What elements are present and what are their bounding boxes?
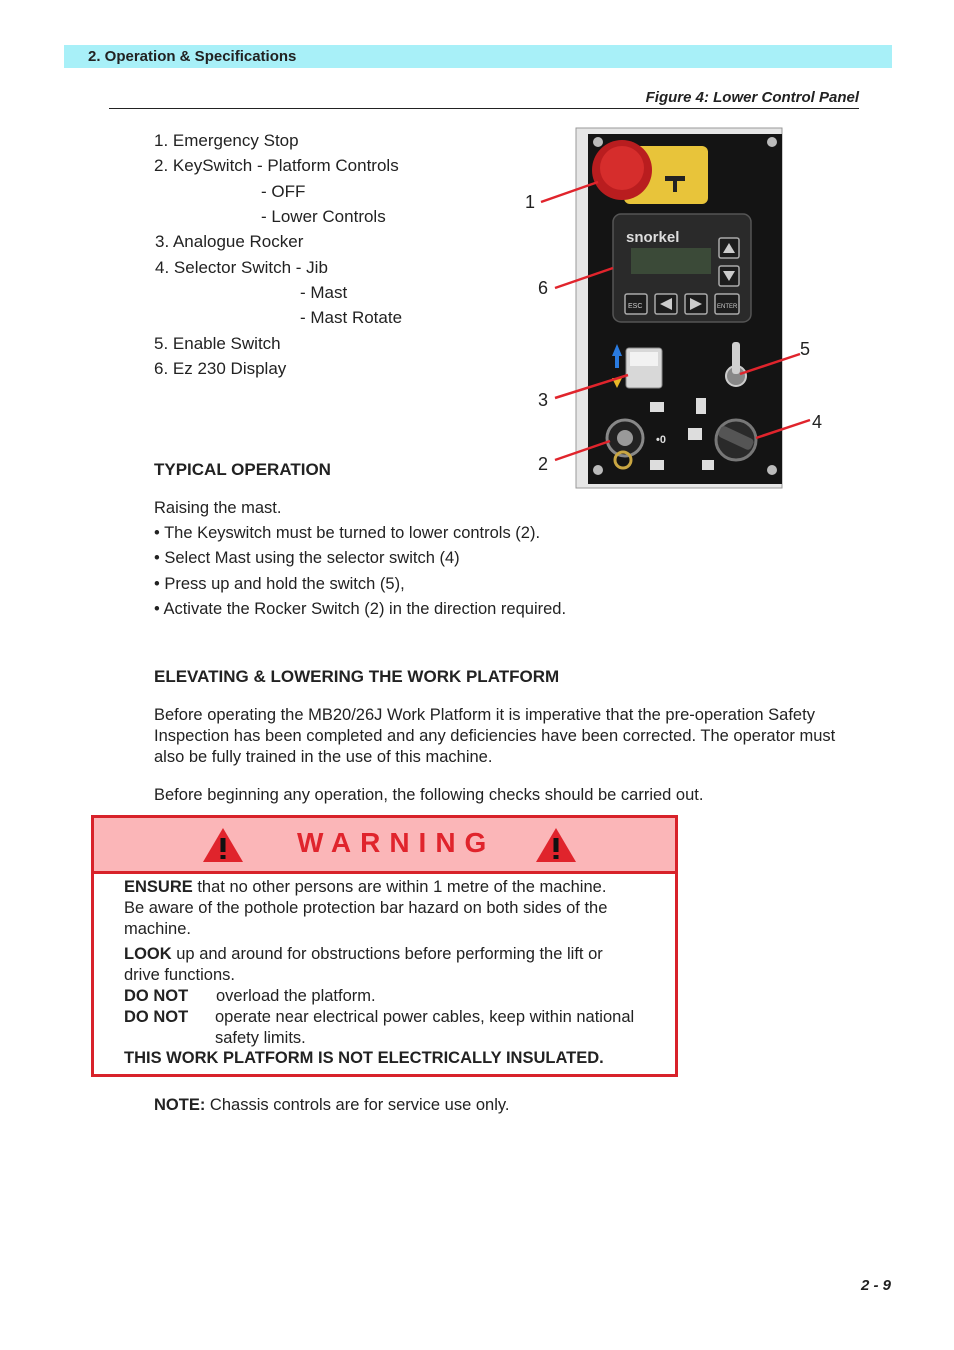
jib-icon [696,398,706,414]
callout-1: 1 [525,192,536,212]
legend-item: 2. KeySwitch - Platform Controls [154,156,399,175]
esc-key-label: ESC [628,303,643,310]
mast-icon [688,428,702,440]
callout-5: 5 [800,339,811,359]
warning-title: WARNING [297,827,496,858]
typical-operation-heading: TYPICAL OPERATION [154,460,331,479]
warning-line: machine. [124,920,191,938]
donot-text: operate near electrical power cables, keep within national [215,1008,635,1026]
enter-key-label: ENTER [717,304,738,310]
legend-item: 4. Selector Switch - Jib [155,258,328,277]
warning-triangle-icon [202,827,244,863]
typical-bullet: • Press up and hold the switch (5), [154,575,405,593]
note-label: NOTE: [154,1096,206,1114]
ensure-label: ENSURE [124,878,193,896]
legend-item: - OFF [261,182,306,201]
warning-line: drive functions. [124,966,235,984]
legend-item: - Mast Rotate [300,308,403,327]
legend-item: 1. Emergency Stop [154,131,299,150]
note [154,1095,510,1116]
legend-item: 3. Analogue Rocker [155,232,304,251]
figure-caption: Figure 4: Lower Control Panel [645,89,859,106]
display-screen [631,248,711,274]
typical-intro: Raising the mast. [154,499,282,517]
rotate-icon [702,460,714,470]
warning-triangle-icon [535,827,577,863]
callout-2: 2 [538,454,549,474]
caption-rule [109,108,859,109]
elevating-paragraph [154,705,835,768]
warning-line: Be aware of the pothole protection bar hazard on both sides of the [124,899,608,917]
callout-4: 4 [812,412,823,432]
donot-label: DO NOT [124,987,189,1005]
page-number: 2 - 9 [860,1277,891,1294]
display-brand: snorkel [626,229,680,246]
typical-bullet: • Select Mast using the selector switch (4) [154,549,460,567]
lower-control-panel-image [510,120,840,495]
callout-3: 3 [538,390,549,410]
typical-bullet: • The Keyswitch must be turned to lower controls (2). [154,524,541,542]
warning-header [94,818,675,874]
paragraph-line: Before operating the MB20/26J Work Platform it is imperative that the pre-operation Safety [154,706,815,724]
look-text: up and around for obstructions before performing the lift or [171,945,603,963]
platform-icon [650,402,664,412]
legend-item: - Mast [300,283,348,302]
typical-bullet: • Activate the Rocker Switch (2) in the direction required. [154,600,567,618]
warning-box [91,815,678,1077]
not-insulated-notice: THIS WORK PLATFORM IS NOT ELECTRICALLY INSULATED. [124,1049,604,1067]
look-label: LOOK [124,945,172,963]
legend-item: 6. Ez 230 Display [154,359,287,378]
donot-label: DO NOT [124,1008,189,1026]
section-header: 2. Operation & Specifications [88,48,297,65]
donot-text: overload the platform. [216,987,376,1005]
elevating-heading: ELEVATING & LOWERING THE WORK PLATFORM [154,667,560,686]
legend-item: - Lower Controls [261,207,386,226]
off-marker: •0 [656,434,666,446]
callout-6: 6 [538,278,549,298]
warning-look [124,945,603,964]
donot-text: safety limits. [215,1029,306,1047]
ground-icon [650,460,664,470]
paragraph-line: also be fully trained in the use of this machine. [154,748,493,766]
legend-item: 5. Enable Switch [154,334,281,353]
paragraph-line: Inspection has been completed and any deficiencies have been corrected. The operator must [154,727,836,745]
note-text: Chassis controls are for service use only. [205,1096,510,1114]
checks-paragraph: Before beginning any operation, the following checks should be carried out. [154,786,704,804]
ensure-text: that no other persons are within 1 metre of the machine. [192,878,607,896]
warning-ensure [124,878,606,897]
